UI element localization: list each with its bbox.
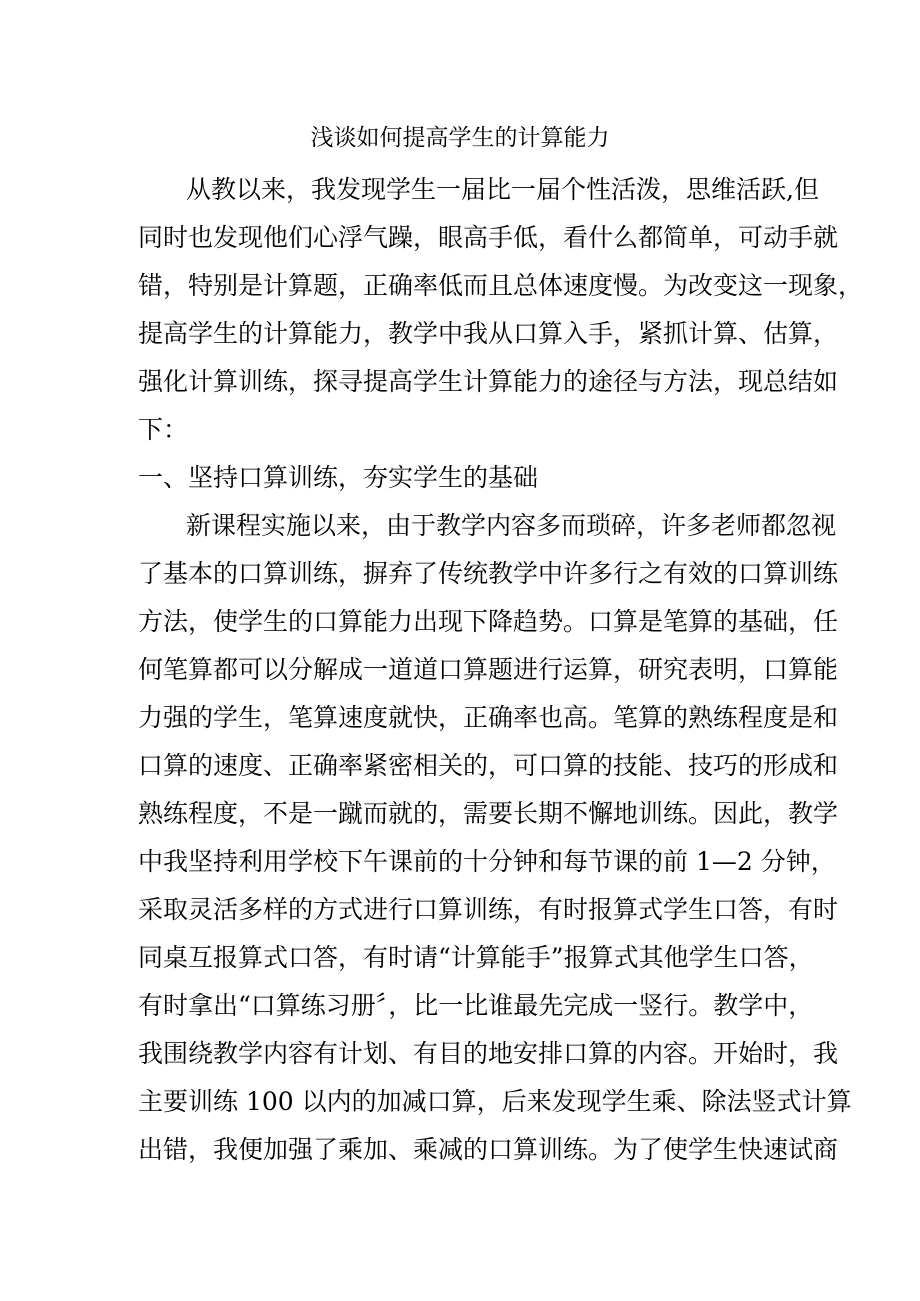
text-line: 同时也发现他们心浮气躁，眼高手低，看什么都简单，可动手就 — [138, 223, 839, 252]
text-line: 了基本的口算训练，摒弃了传统教学中许多行之有效的口算训练 — [138, 559, 839, 588]
section-heading: 一、坚持口算训练，夯实学生的基础 — [138, 463, 539, 492]
text-line: 下： — [138, 415, 189, 444]
text-line: 有时拿出“口算练习册〞，比一比谁最先完成一竖行。教学中， — [138, 991, 814, 1020]
text-line: 主要训练 100 以内的加减口算，后来发现学生乘、除法竖式计算 — [138, 1087, 852, 1116]
text-line: 中我坚持利用学校下午课前的十分钟和每节课的前 1—2 分钟， — [138, 847, 836, 876]
text-line: 方法，使学生的口算能力出现下降趋势。口算是笔算的基础，任 — [138, 607, 839, 636]
text-line: 新课程实施以来，由于教学内容多而琐碎，许多老师都忽视 — [186, 511, 837, 540]
text-line: 何笔算都可以分解成一道道口算题进行运算，研究表明，口算能 — [138, 655, 839, 684]
text-line: 采取灵活多样的方式进行口算训练，有时报算式学生口答，有时 — [138, 895, 839, 924]
text-line: 同桌互报算式口答，有时请“计算能手”报算式其他学生口答， — [138, 943, 814, 972]
text-line: 我围绕教学内容有计划、有目的地安排口算的内容。开始时，我 — [138, 1039, 839, 1068]
text-line: 力强的学生，笔算速度就快，正确率也高。笔算的熟练程度是和 — [138, 703, 839, 732]
document-title: 浅谈如何提高学生的计算能力 — [310, 125, 610, 151]
text-line: 提高学生的计算能力，教学中我从口算入手，紧抓计算、估算， — [138, 319, 839, 348]
text-line: 出错，我便加强了乘加、乘减的口算训练。为了使学生快速试商 — [138, 1135, 839, 1164]
text-line: 强化计算训练，探寻提高学生计算能力的途径与方法，现总结如 — [138, 367, 839, 396]
text-line: 从教以来，我发现学生一届比一届个性活泼，思维活跃,但 — [186, 175, 819, 204]
text-line: 熟练程度，不是一蹴而就的，需要长期不懈地训练。因此，教学 — [138, 799, 839, 828]
text-line: 错，特别是计算题，正确率低而且总体速度慢。为改变这一现象， — [138, 271, 864, 300]
text-line: 口算的速度、正确率紧密相关的，可口算的技能、技巧的形成和 — [138, 751, 839, 780]
